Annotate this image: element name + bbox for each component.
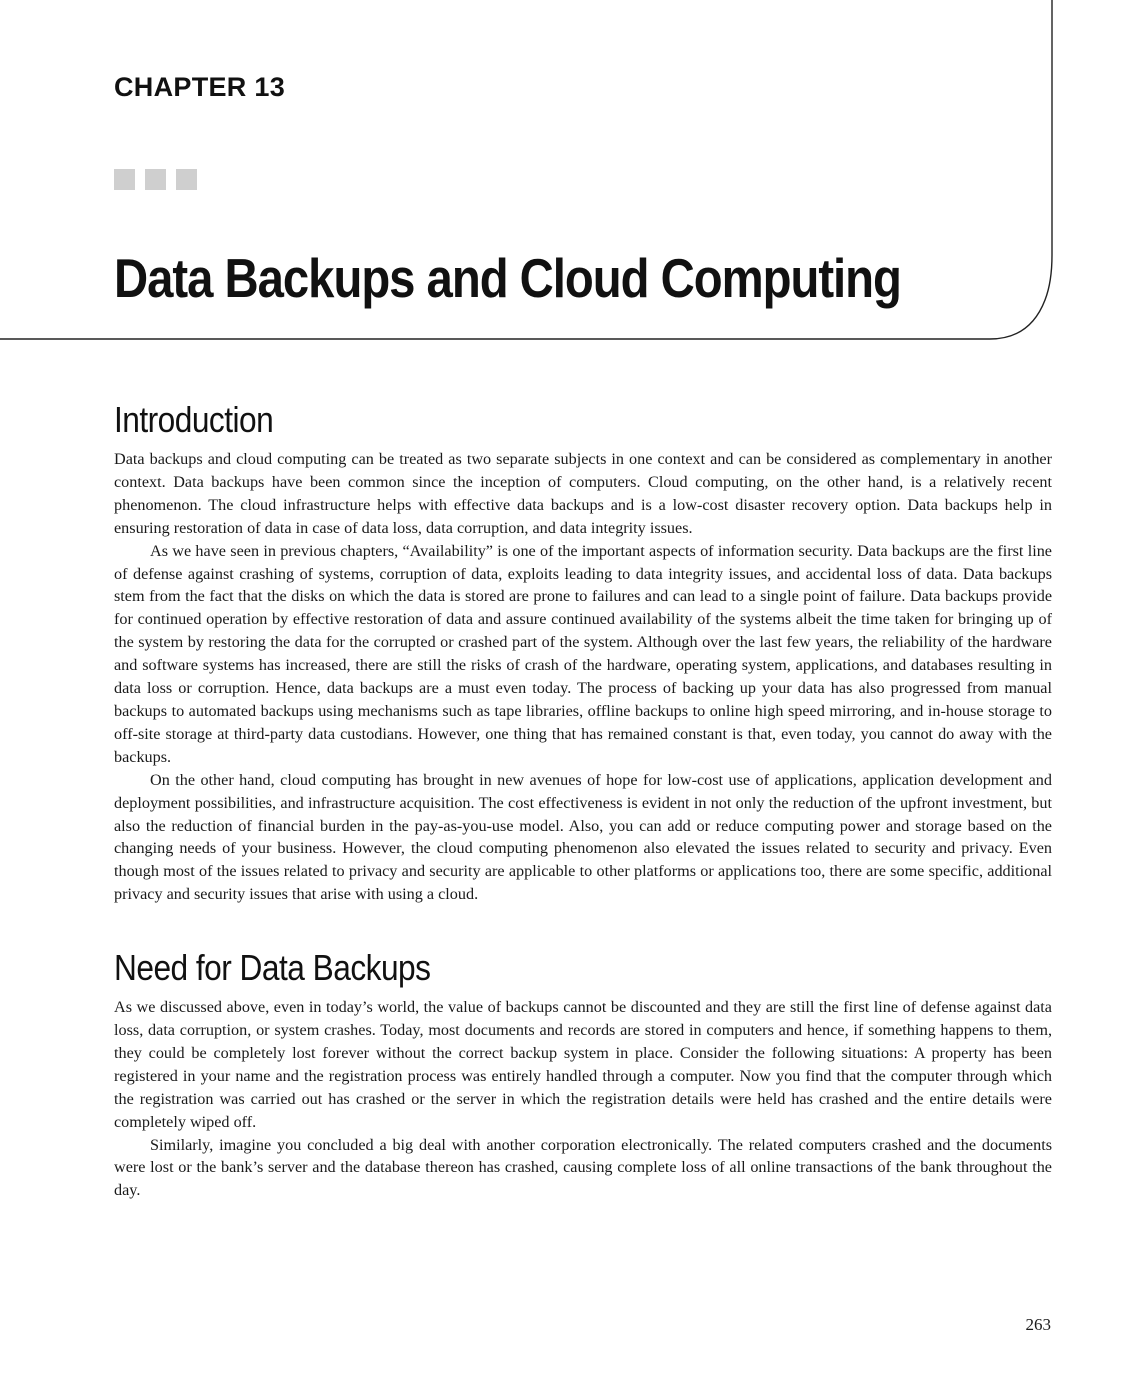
section-heading: Introduction (114, 399, 274, 440)
chapter-decoration-squares (114, 169, 197, 190)
section-heading: Need for Data Backups (114, 947, 431, 989)
section-need-for-data-backups (114, 946, 1052, 1202)
page-number: 263 (1025, 1315, 1051, 1334)
section-introduction (114, 398, 1052, 906)
chapter-body (114, 398, 1052, 1202)
paragraph: As we have seen in previous chapters, “Availability” is one of the important aspects of information security. Data backups are the first line of defense against crashing of systems, corruption of data, exploits leading to data integrity issues, and accidental loss of data. Data backups stem from the fact that the disks on which the data is stored are prone to failures and can lead to a single point of failure. Data backups provide for continued operation by effective restoration of data and assure continued availability of the systems albeit the time taken for bringing up of the system by restoring the data for the corrupted or crashed part of the system. Although over the last few years, the reliability of the hardware and software systems has increased, there are still the risks of crash of the hardware, operating system, applications, and databases resulting in data loss or corruption. Hence, data backups are a must even today. The process of backing up your data has also progressed from manual backups to automated backups using mechanisms such as tape libraries, offline backups to online high speed mirroring, and in-house storage to off-site storage at third-party data custodians. However, one thing that has remained constant is that, even today, you cannot do away with the backups. (114, 541, 1052, 766)
chapter-label: CHAPTER 13 (114, 72, 286, 102)
decoration-square (176, 169, 197, 190)
paragraph: As we discussed above, even in today’s world, the value of backups cannot be discounted and they are still the first line of defense against data loss, data corruption, or system crashes. Today, most documents and records are stored in computers and hence, if something happens to them, they could be completely lost forever without the correct backup system in place. Consider the following situations: A property has been registered in your name and the registration process was entirely handled through a computer. Now you find that the computer through which the registration was carried out has crashed or the server in which the registration details were held has crashed and the entire details were completely wiped off. (114, 998, 1052, 1131)
decoration-square (145, 169, 166, 190)
chapter-title: Data Backups and Cloud Computing (114, 247, 901, 309)
decoration-square (114, 169, 135, 190)
paragraph: On the other hand, cloud computing has brought in new avenues of hope for low-cost use of applications, application development and deployment possibilities, and infrastructure acquisition. The cost effectiveness is evident in not only the reduction of the upfront investment, but also the reduction of financial burden in the pay-as-you-use model. Also, you can add or reduce computing power and storage based on the changing needs of your business. However, the cloud computing phenomenon also elevated the issues related to security and privacy. Even though most of the issues related to privacy and security are applicable to other platforms or applications too, there are some specific, additional privacy and security issues that arise with using a cloud. (114, 770, 1052, 904)
paragraph: Data backups and cloud computing can be treated as two separate subjects in one context and can be considered as complementary in another context. Data backups have been common since the inception of computers. Cloud computing, on the other hand, is a relatively recent phenomenon. The cloud infrastructure helps with effective data backups and is a low-cost disaster recovery option. Data backups help in ensuring restoration of data in case of data loss, data corruption, and data integrity issues. (114, 450, 1052, 537)
paragraph: Similarly, imagine you concluded a big deal with another corporation electronically. The related computers crashed and the documents were lost or the bank’s server and the database thereon has crashed, causing complete loss of all online transactions of the bank throughout the day. (114, 1135, 1052, 1200)
